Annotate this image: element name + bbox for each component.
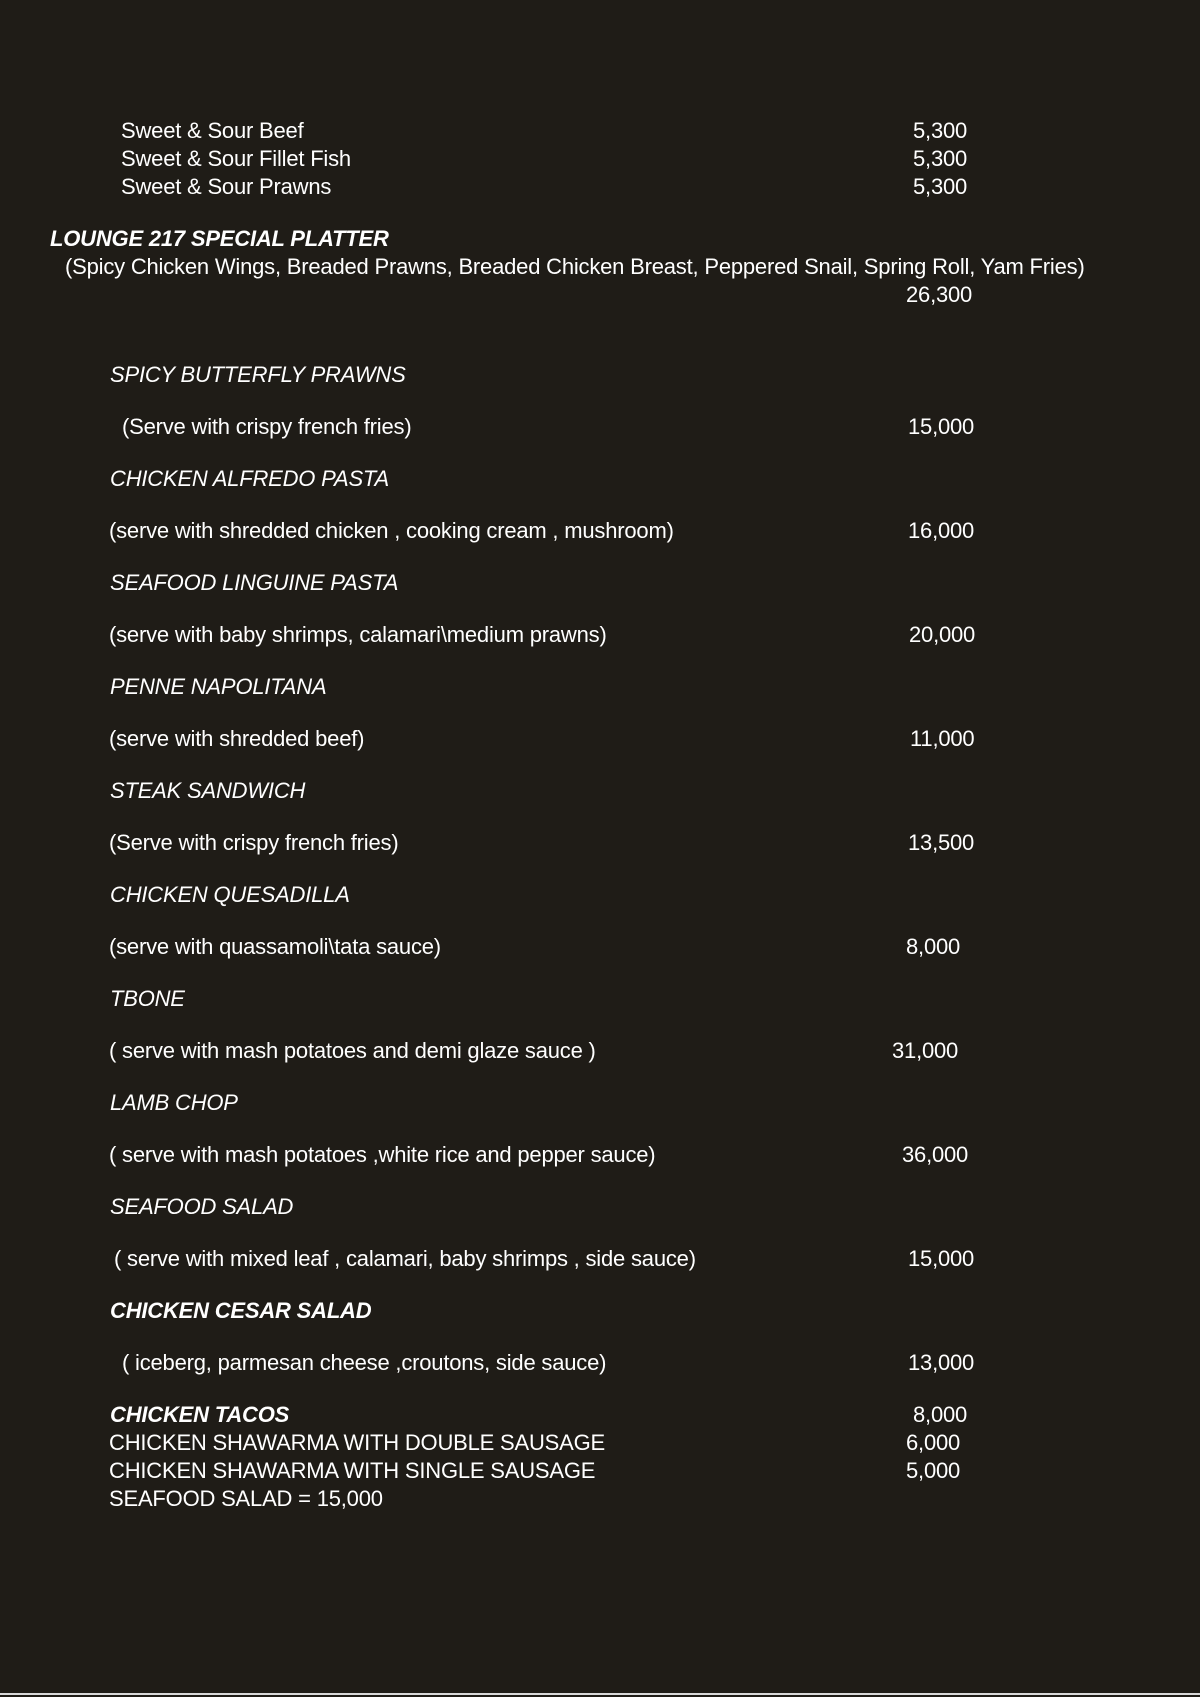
menu-item-price: 5,300	[913, 118, 968, 143]
menu-item-name: Sweet & Sour Fillet Fish	[121, 146, 351, 171]
dish-title: TBONE	[110, 986, 185, 1011]
platter-description: (Spicy Chicken Wings, Breaded Prawns, Breaded Chicken Breast, Peppered Snail, Spring Roll, Yam Fries)	[65, 254, 1085, 279]
extra-item-price: 6,000	[906, 1430, 961, 1455]
footer-note: SEAFOOD SALAD = 15,000	[109, 1486, 383, 1511]
bottom-border	[0, 1693, 1200, 1695]
menu-item-name: Sweet & Sour Beef	[121, 118, 304, 143]
extra-item-price: 5,000	[906, 1458, 961, 1483]
dish-price: 13,000	[908, 1350, 975, 1375]
menu-item-price: 5,300	[913, 174, 968, 199]
platter-price: 26,300	[906, 282, 973, 307]
dish-price: 15,000	[908, 1246, 975, 1271]
dish-title: CHICKEN ALFREDO PASTA	[110, 466, 389, 491]
dish-description: (serve with quassamoli\tata sauce)	[109, 934, 441, 959]
extra-item-name: CHICKEN SHAWARMA WITH SINGLE SAUSAGE	[109, 1458, 596, 1483]
dish-price: 15,000	[908, 414, 975, 439]
extra-item-name: CHICKEN TACOS	[110, 1402, 290, 1427]
dish-price: 31,000	[892, 1038, 959, 1063]
menu-item-price: 5,300	[913, 146, 968, 171]
dish-title: SPICY BUTTERFLY PRAWNS	[110, 362, 406, 387]
dish-price: 36,000	[902, 1142, 969, 1167]
dish-price: 8,000	[906, 934, 961, 959]
menu-item-name: Sweet & Sour Prawns	[121, 174, 332, 199]
dish-price: 20,000	[909, 622, 976, 647]
dish-title: CHICKEN CESAR SALAD	[110, 1298, 372, 1323]
dish-description: ( serve with mixed leaf , calamari, baby shrimps , side sauce)	[114, 1246, 696, 1271]
dish-description: (Serve with crispy french fries)	[122, 414, 412, 439]
dish-price: 16,000	[908, 518, 975, 543]
dish-title: LAMB CHOP	[110, 1090, 238, 1115]
dish-title: SEAFOOD LINGUINE PASTA	[110, 570, 399, 595]
platter-title: LOUNGE 217 SPECIAL PLATTER	[50, 226, 389, 251]
dish-description: ( serve with mash potatoes ,white rice and pepper sauce)	[109, 1142, 656, 1167]
dish-title: PENNE NAPOLITANA	[110, 674, 327, 699]
dish-title: STEAK SANDWICH	[110, 778, 306, 803]
dish-price: 13,500	[908, 830, 975, 855]
dish-title: SEAFOOD SALAD	[110, 1194, 294, 1219]
extra-item-price: 8,000	[913, 1402, 968, 1427]
dish-title: CHICKEN QUESADILLA	[110, 882, 350, 907]
dish-description: ( iceberg, parmesan cheese ,croutons, side sauce)	[122, 1350, 607, 1375]
dish-description: ( serve with mash potatoes and demi glaze sauce )	[109, 1038, 596, 1063]
extra-item-name: CHICKEN SHAWARMA WITH DOUBLE SAUSAGE	[109, 1430, 606, 1455]
dish-description: (serve with baby shrimps, calamari\medium prawns)	[109, 622, 607, 647]
dish-description: (serve with shredded chicken , cooking cream , mushroom)	[109, 518, 674, 543]
dish-price: 11,000	[910, 726, 975, 751]
dish-description: (serve with shredded beef)	[109, 726, 365, 751]
dish-description: (Serve with crispy french fries)	[109, 830, 399, 855]
